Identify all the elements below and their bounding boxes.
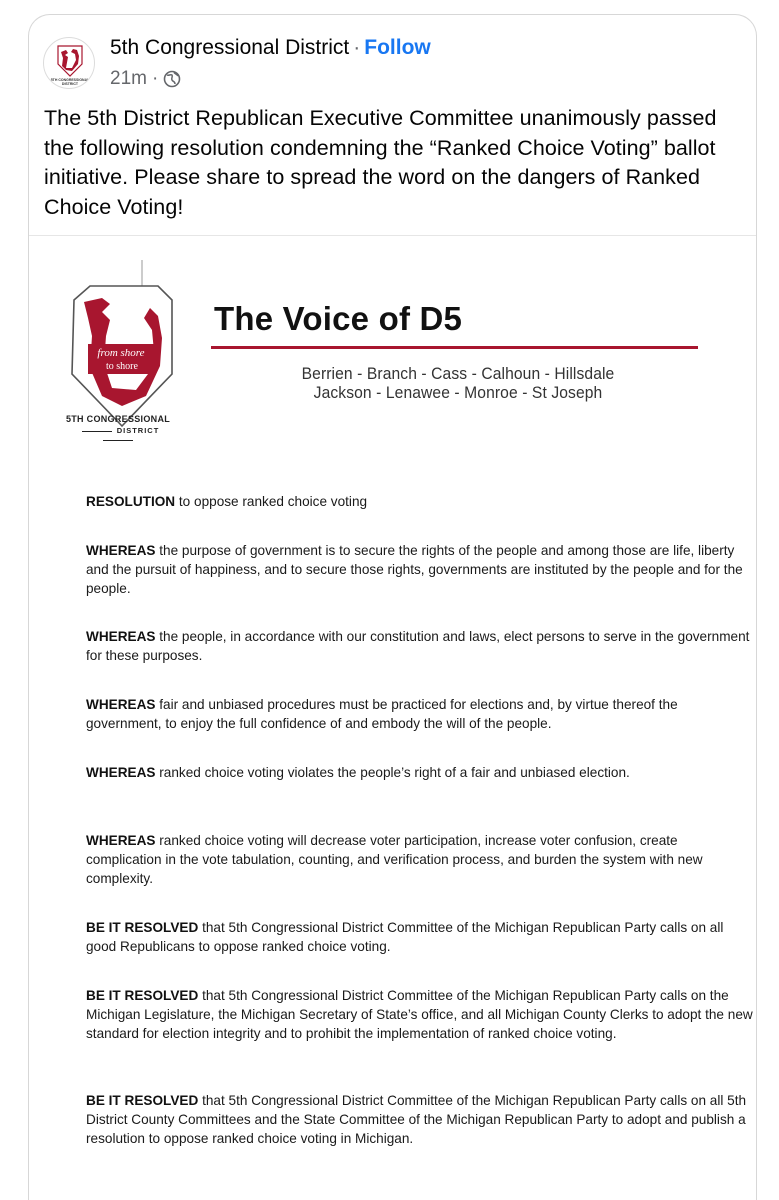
post-meta — [110, 68, 181, 90]
post-image[interactable] — [29, 235, 757, 1200]
logo-caption-line1: 5TH CONGRESSIONAL — [65, 414, 171, 424]
whereas-clause: WHEREAS fair and unbiased procedures must be practiced for elections and, by virtue thereof the government, to enjoy the full confidence of and embody the will of the people. — [86, 697, 678, 731]
whereas-clause: WHEREAS ranked choice voting violates the people’s right of a fair and unbiased election. — [86, 765, 630, 780]
page-name-link[interactable]: 5th Congressional District — [110, 36, 350, 59]
follow-button[interactable]: Follow — [364, 36, 431, 59]
logo-tagline-line2: to shore — [106, 361, 138, 372]
post-body-text: The 5th District Republican Executive Committee unanimously passed the following resolution condemning the “Ranked Choice Voting” ballot initiative. Please share to spread the word on the dangers of Ranked Choice Voting! — [44, 106, 717, 219]
post-timestamp[interactable]: 21m — [110, 68, 147, 89]
globe-icon — [163, 70, 181, 88]
counties-list — [274, 364, 642, 402]
counties-line2: Jackson - Lenawee - Monroe - St Joseph — [313, 383, 603, 402]
whereas-clause: WHEREAS the people, in accordance with our constitution and laws, elect persons to serve in the government for these purposes. — [86, 629, 750, 663]
post-card — [28, 14, 757, 1200]
document-title: The Voice of D5 — [214, 300, 463, 337]
meta-separator: · — [151, 68, 159, 89]
title-separator: · — [353, 36, 361, 59]
title-divider — [211, 346, 698, 349]
resolved-clause: BE IT RESOLVED that 5th Congressional District Committee of the Michigan Republican Party calls on all 5th District County Committees and the State Committee of the Michigan Republican Party to adopt and publish a resolution to oppose ranked choice voting in Michigan. — [86, 1093, 747, 1146]
resolution-heading: RESOLUTION to oppose ranked choice voting — [86, 494, 368, 509]
logo-tagline-line1: from shore — [97, 347, 145, 359]
resolved-clause: BE IT RESOLVED that 5th Congressional District Committee of the Michigan Republican Party calls on the Michigan Legislature, the Michigan Secretary of State’s office, and all Michigan County Clerks to adopt the new standard for election integrity and to prohibit the implementation of ranked choice voting. — [86, 988, 753, 1041]
michigan-logo-icon — [62, 256, 182, 436]
page-avatar[interactable] — [43, 37, 95, 89]
resolution-document — [34, 236, 757, 1200]
whereas-clause: WHEREAS ranked choice voting will decrease voter participation, increase voter confusion, create complication in the vote tabulation, counting, and verification process, and burden the system with new complexity. — [86, 833, 703, 886]
post-header — [29, 15, 756, 99]
page-title-line — [110, 35, 431, 61]
resolved-clause: BE IT RESOLVED that 5th Congressional District Committee of the Michigan Republican Party calls on all good Republicans to oppose ranked choice voting. — [86, 920, 724, 954]
avatar-caption: 5TH CONGRESSIONAL DISTRICT — [50, 78, 90, 86]
counties-line1: Berrien - Branch - Cass - Calhoun - Hillsdale — [301, 364, 615, 383]
whereas-clause: WHEREAS the purpose of government is to secure the rights of the people and among those are life, liberty and the pursuit of happiness, and to secure those rights, governments are instituted by the people and for the people. — [86, 543, 743, 596]
logo-caption-line2: DISTRICT — [58, 426, 178, 444]
